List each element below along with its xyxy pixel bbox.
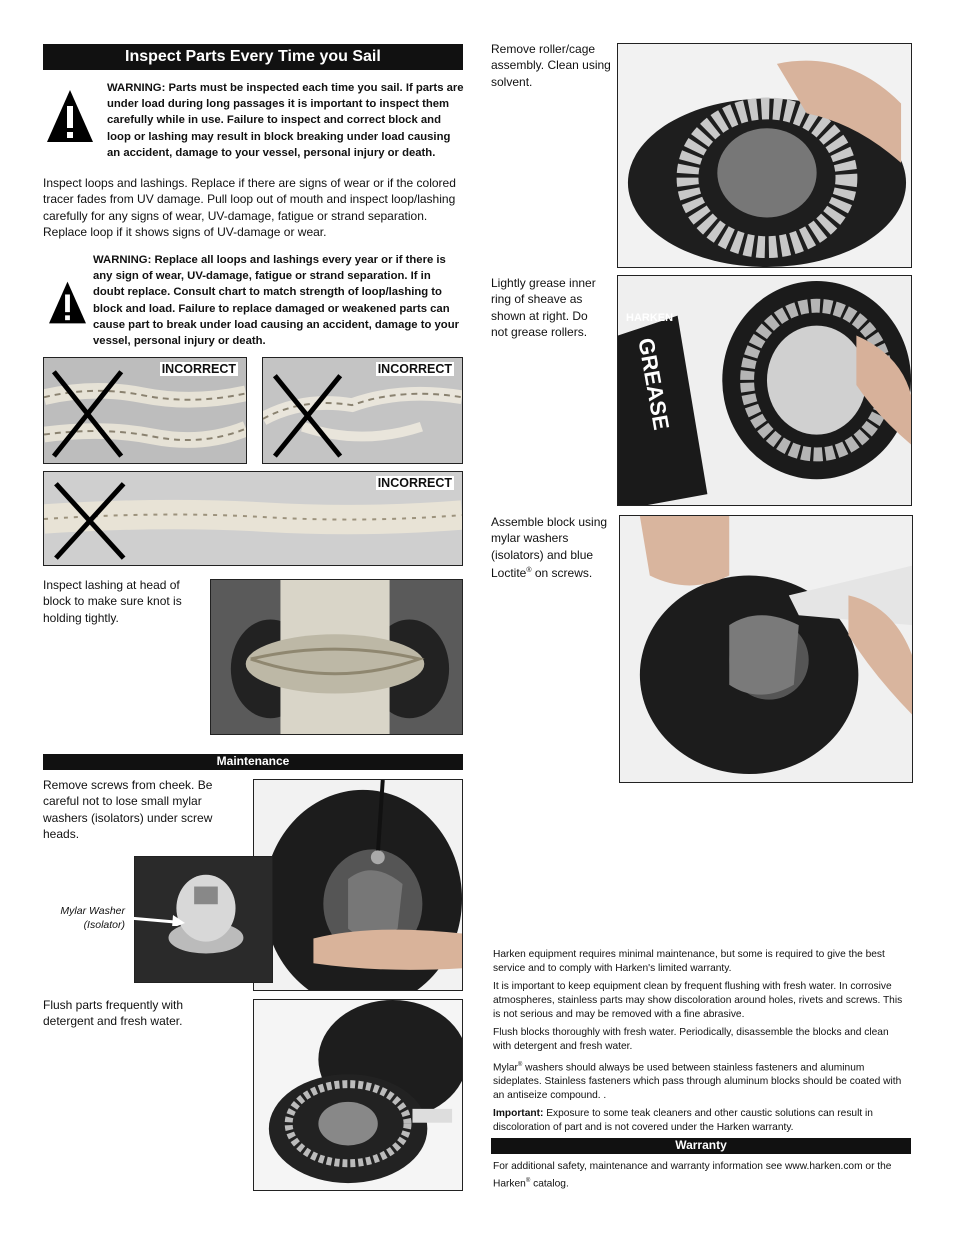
warning-triangle-icon xyxy=(45,280,90,325)
disassembled-block-photo xyxy=(253,999,463,1191)
incorrect-label: INCORRECT xyxy=(377,362,452,376)
maintenance-header: Maintenance xyxy=(43,754,463,770)
incorrect-photo-2 xyxy=(262,357,463,464)
remove-screws-text: Remove screws from cheek. Be careful not to lose small mylar washers (isolators) under screw heads. xyxy=(43,778,213,842)
grease-text: Lightly grease inner ring of sheave as shown at right. Do not grease rollers. xyxy=(491,276,596,340)
incorrect-photo-1 xyxy=(43,357,247,464)
remove-screws-photo xyxy=(253,779,463,991)
lashing-photo xyxy=(210,579,463,735)
grease-brand-label: GREASE xyxy=(633,336,675,432)
warning-triangle-icon xyxy=(45,88,95,144)
warranty-text: For additional safety, maintenance and warranty information see www.harken.com or the Harken® catalog. xyxy=(493,1161,892,1190)
lashing-text: Inspect lashing at head of block to make sure knot is holding tightly. xyxy=(43,578,182,625)
assemble-photo xyxy=(619,515,913,783)
warning-text-2: WARNING: Replace all loops and lashings every year or if there is any sign of wear, UV-damage, fatigue or strand separation. If in doubt replace. Consult chart to match strength of loop/lashing to block and load. Failure to replace damaged or weakened parts can cause part to break under load causing an accident, damage to your vessel, personal injury or death. xyxy=(93,254,459,348)
inspect-body: Inspect loops and lashings. Replace if there are signs of wear or if the colored tracer fades from UV damage. Pull loop out of mouth and inspect loop/lashing carefully for any signs of wear, UV-damage, fatigue or strand separation. Replace loop if it shows signs of UV-damage or wear. xyxy=(43,176,456,240)
incorrect-label: INCORRECT xyxy=(377,476,452,490)
assemble-text: Assemble block using mylar washers (isolators) and blue Loctite® on screws. xyxy=(491,515,608,581)
mylar-washer-label: Mylar Washer (Isolator) xyxy=(60,905,125,931)
warranty-header: Warranty xyxy=(491,1138,911,1154)
remove-roller-text: Remove roller/cage assembly. Clean using solvent. xyxy=(491,42,611,89)
flush-text: Flush parts frequently with detergent and fresh water. xyxy=(43,998,184,1029)
maintenance-notes: Harken equipment requires minimal maintenance, but some is required to give the best service and to comply with Harken's limited warranty. It is important to keep equipment clean by frequent flushing with fresh water. In corrosive atmospheres, stainless parts may show discoloration around holes, rivets and screws. This is not serious and may be removed with a fine abrasive. Flush blocks thoroughly with fresh water. Periodically, disassemble the blocks and clean with detergent and fresh water. Mylar® washers should always be used between stainless fasteners and aluminum sideplates. Stainless fasteners which pass through aluminum blocks should be coated with an antiseize compound. . Important: Exposure to some teak cleaners and other caustic solutions can result in discoloration of part and is not covered under the Harken warranty. xyxy=(493,949,903,1134)
grease-maker-label: HARKEN xyxy=(626,312,674,324)
arrow-icon xyxy=(127,910,187,926)
inspect-header: Inspect Parts Every Time you Sail xyxy=(43,44,463,70)
grease-photo xyxy=(617,275,912,506)
roller-cage-photo xyxy=(617,43,912,268)
warning-text-1: WARNING: Parts must be inspected each time you sail. If parts are under load during long passages it is important to inspect them carefully while in use. Failure to inspect and correct block and loop or lashing may result in block breaking under load causing an accident, damage to your vessel, personal injury or death. xyxy=(107,82,464,159)
incorrect-label: INCORRECT xyxy=(161,362,236,376)
incorrect-photo-3 xyxy=(43,471,463,566)
